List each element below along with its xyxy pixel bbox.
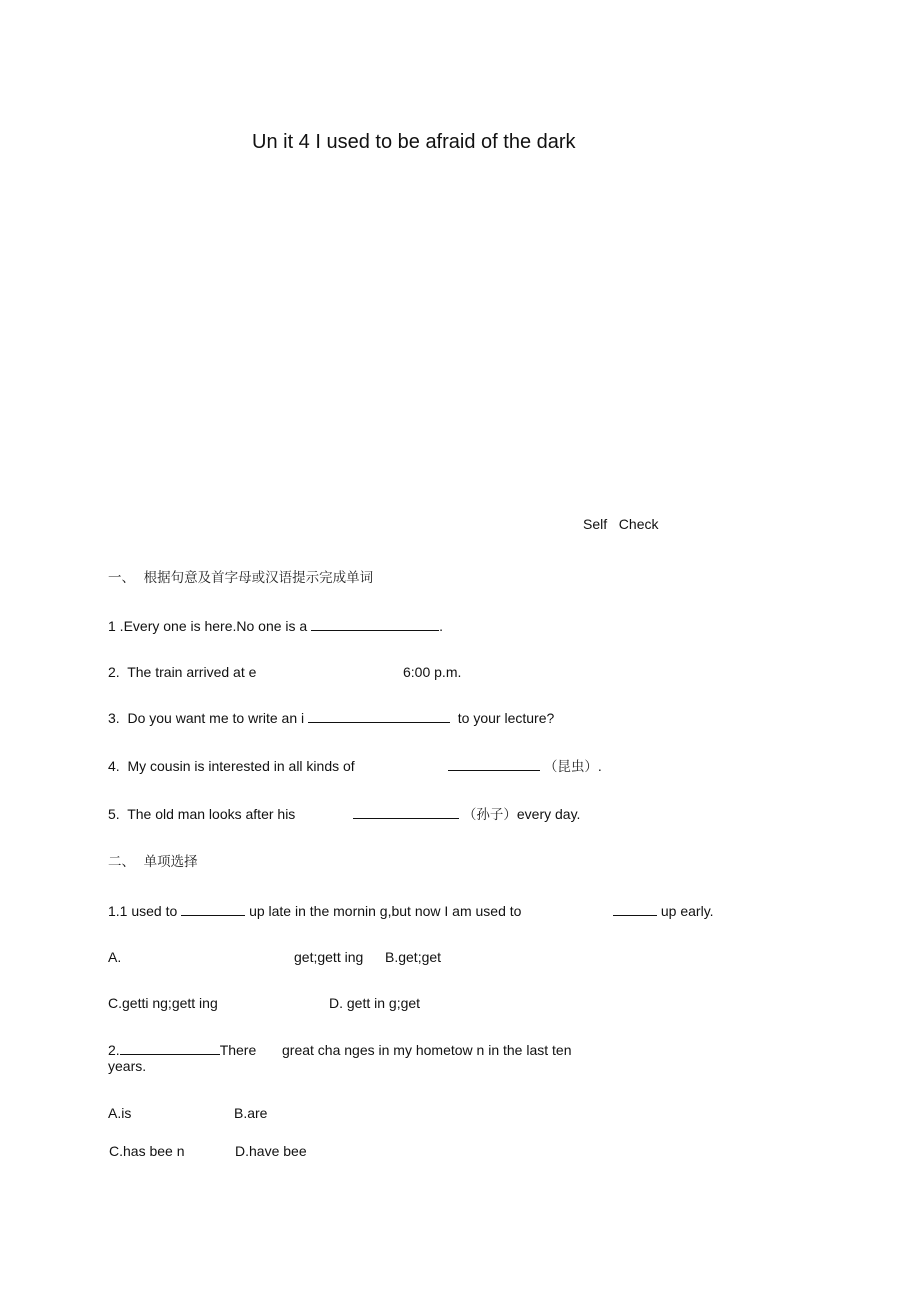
q2-option-a[interactable]: A.is	[108, 1105, 132, 1121]
item4-text: My cousin is interested in all kinds of	[127, 758, 355, 774]
q2-part3: years.	[108, 1058, 147, 1074]
q1-part1: 1.1 used to	[108, 903, 178, 919]
fill-item-5	[108, 805, 295, 823]
section1-heading	[108, 569, 373, 587]
section1-instruction: 根据句意及首字母或汉语提示完成单词	[143, 570, 374, 586]
section2-number: 二、	[108, 854, 135, 870]
item4-hint: （昆虫）	[543, 759, 598, 775]
item2-text: The train arrived at e	[127, 664, 257, 680]
q1-option-b[interactable]: B.get;get	[385, 949, 442, 965]
item4-end: .	[597, 758, 602, 774]
self-word: Self	[583, 516, 608, 532]
q2-option-d[interactable]: D.have bee	[235, 1143, 307, 1159]
q1-blank-2[interactable]	[613, 903, 657, 916]
q2-blank[interactable]	[120, 1042, 220, 1055]
page-title: Un it 4 I used to be afraid of the dark	[252, 131, 576, 153]
q1-option-a-label[interactable]: A.	[108, 949, 122, 965]
q2-option-c[interactable]: C.has bee n	[109, 1143, 185, 1159]
q2-part2: great cha nges in my hometow n in the last ten	[282, 1042, 572, 1058]
q1-option-d[interactable]: D. gett in g;get	[329, 995, 421, 1011]
q1-option-c[interactable]: C.getti ng;gett ing	[108, 995, 218, 1011]
item5-tail: every day.	[516, 806, 581, 822]
item5-answer	[353, 805, 580, 824]
item3-tail: to your lecture?	[457, 710, 555, 726]
q1-end	[613, 902, 714, 920]
answer-blank-3[interactable]	[308, 710, 450, 723]
q1-blank-1[interactable]	[181, 903, 245, 916]
q1-part2: up late in the mornin g,but now I am used to	[249, 903, 522, 919]
section2-heading	[108, 853, 198, 871]
item3-text: Do you want me to write an i	[127, 710, 305, 726]
item1-end: .	[439, 618, 444, 634]
item2-number: 2.	[108, 664, 120, 680]
mc-question-1	[108, 902, 521, 920]
item2-tail: 6:00 p.m.	[403, 664, 462, 680]
fill-item-2	[108, 663, 256, 681]
q2-number: 2.	[108, 1042, 120, 1058]
section1-number: 一、	[108, 570, 135, 586]
q2-part1: There	[219, 1042, 257, 1058]
fill-item-4	[108, 757, 355, 775]
q2-option-b[interactable]: B.are	[234, 1105, 268, 1121]
self-check-label	[583, 515, 658, 533]
answer-blank-4[interactable]	[448, 758, 540, 771]
answer-blank-1[interactable]	[311, 618, 439, 631]
item1-text: 1 .Every one is here.No one is a	[108, 618, 308, 634]
item3-number: 3.	[108, 710, 120, 726]
item5-hint: （孙子）	[462, 807, 517, 823]
q1-option-a[interactable]: get;gett ing	[294, 949, 364, 965]
fill-item-1	[108, 617, 443, 635]
item5-number: 5.	[108, 806, 120, 822]
check-word: Check	[618, 516, 659, 532]
section2-instruction: 单项选择	[143, 854, 198, 870]
fill-item-3	[108, 709, 554, 727]
q1-part3: up early.	[660, 903, 714, 919]
item4-number: 4.	[108, 758, 120, 774]
answer-blank-5[interactable]	[353, 806, 459, 819]
item4-answer	[448, 757, 602, 776]
item5-text: The old man looks after his	[127, 806, 296, 822]
